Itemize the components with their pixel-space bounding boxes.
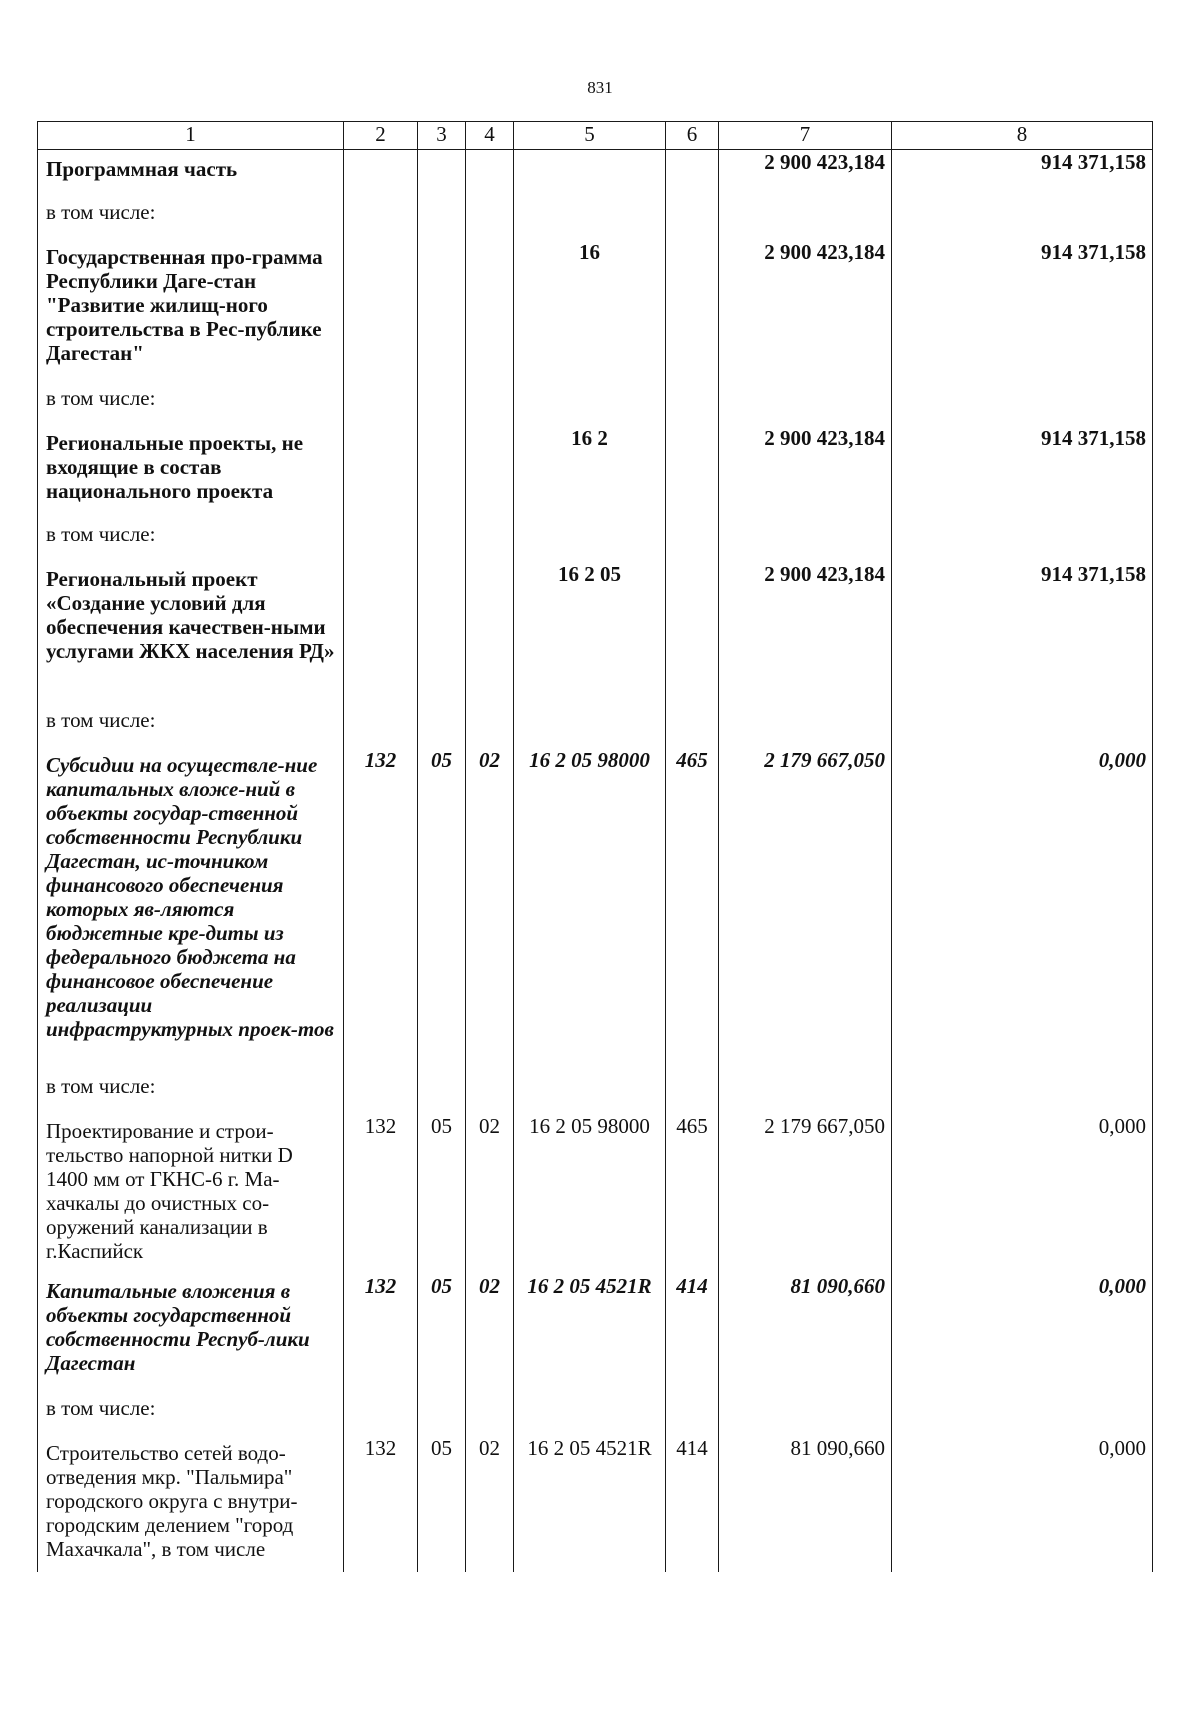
header-col-4: 4	[466, 122, 514, 150]
cell-col-3: 05	[418, 1114, 466, 1274]
cell-col-5: 16 2 05	[514, 562, 666, 702]
cell-col-5: 16 2 05 4521R	[514, 1436, 666, 1572]
row-name: в том числе:	[38, 516, 344, 562]
table-row	[38, 380, 1153, 426]
cell-col-2: 132	[344, 1274, 418, 1390]
table-row	[38, 1390, 1153, 1436]
cell-col-8: 914 371,158	[892, 562, 1153, 702]
cell-col-8: 914 371,158	[892, 426, 1153, 516]
header-col-7: 7	[719, 122, 892, 150]
cell-col-6	[666, 562, 719, 702]
cell-col-7: 81 090,660	[719, 1436, 892, 1572]
row-name: Региональный проект «Создание условий для обеспечения качествен-ными услугами ЖКХ населения РД»	[38, 562, 344, 702]
table-row	[38, 240, 1153, 380]
cell-col-5: 16	[514, 240, 666, 380]
cell-col-3	[418, 150, 466, 194]
cell-col-7: 2 900 423,184	[719, 426, 892, 516]
cell-col-4: 02	[466, 1274, 514, 1390]
cell-col-5	[514, 150, 666, 194]
cell-col-7: 2 900 423,184	[719, 240, 892, 380]
cell-col-3: 05	[418, 748, 466, 1068]
cell-col-5: 16 2 05 4521R	[514, 1274, 666, 1390]
header-col-2: 2	[344, 122, 418, 150]
table-row	[38, 1274, 1153, 1390]
cell-col-2	[344, 240, 418, 380]
row-name: Капитальные вложения в объекты государственной собственности Респуб-лики Дагестан	[38, 1274, 344, 1390]
cell-col-5: 16 2 05 98000	[514, 1114, 666, 1274]
cell-col-8: 0,000	[892, 748, 1153, 1068]
cell-col-8: 0,000	[892, 1436, 1153, 1572]
row-name: в том числе:	[38, 1068, 344, 1114]
cell-col-5: 16 2 05 98000	[514, 748, 666, 1068]
row-name: Региональные проекты, не входящие в состав национального проекта	[38, 426, 344, 516]
cell-col-4: 02	[466, 1436, 514, 1572]
budget-table	[37, 121, 1153, 1572]
cell-col-3	[418, 562, 466, 702]
cell-col-6: 465	[666, 748, 719, 1068]
table-row	[38, 562, 1153, 702]
cell-col-6	[666, 426, 719, 516]
table-row	[38, 702, 1153, 748]
cell-col-2: 132	[344, 748, 418, 1068]
table-row	[38, 516, 1153, 562]
row-name: Государственная про-грамма Республики Даге-стан "Развитие жилищ-ного строительства в Рес-публике Дагестан"	[38, 240, 344, 380]
header-col-6: 6	[666, 122, 719, 150]
table-row	[38, 748, 1153, 1068]
cell-col-7: 2 900 423,184	[719, 150, 892, 194]
header-col-5: 5	[514, 122, 666, 150]
cell-col-4	[466, 150, 514, 194]
cell-col-4: 02	[466, 1114, 514, 1274]
cell-col-3	[418, 426, 466, 516]
cell-col-7: 2 179 667,050	[719, 748, 892, 1068]
cell-col-6	[666, 240, 719, 380]
cell-col-7: 2 179 667,050	[719, 1114, 892, 1274]
row-name: в том числе:	[38, 1390, 344, 1436]
table-row	[38, 1068, 1153, 1114]
cell-col-8: 914 371,158	[892, 150, 1153, 194]
cell-col-4	[466, 426, 514, 516]
row-name: Субсидии на осуществле-ние капитальных вложе-ний в объекты государ-ственной собственности Республики Дагестан, ис-точником финансового обеспечения которых яв-ляются бюджетные кре-диты из федерального бюджета на финансовое обеспечение реализации инфраструктурных проек-тов	[38, 748, 344, 1068]
cell-col-8: 0,000	[892, 1274, 1153, 1390]
cell-col-3	[418, 240, 466, 380]
cell-col-4	[466, 562, 514, 702]
table-row	[38, 150, 1153, 194]
cell-col-8: 914 371,158	[892, 240, 1153, 380]
cell-col-2: 132	[344, 1436, 418, 1572]
page-number: 831	[587, 78, 613, 97]
header-col-1: 1	[38, 122, 344, 150]
table-row	[38, 194, 1153, 240]
cell-col-2: 132	[344, 1114, 418, 1274]
header-col-8: 8	[892, 122, 1153, 150]
row-name: в том числе:	[38, 194, 344, 240]
cell-col-8: 0,000	[892, 1114, 1153, 1274]
cell-col-2	[344, 426, 418, 516]
table-row	[38, 1436, 1153, 1572]
row-name: Строительство сетей водо-отведения мкр. "Пальмира" городского округа с внутри-городским делением "город Махачкала", в том числе	[38, 1436, 344, 1572]
cell-col-3: 05	[418, 1274, 466, 1390]
cell-col-6: 414	[666, 1436, 719, 1572]
cell-col-4: 02	[466, 748, 514, 1068]
cell-col-6: 465	[666, 1114, 719, 1274]
header-col-3: 3	[418, 122, 466, 150]
cell-col-2	[344, 562, 418, 702]
row-name: Программная часть	[38, 150, 344, 194]
row-name: Проектирование и строи-тельство напорной нитки D 1400 мм от ГКНС-6 г. Ма-хачкалы до очистных со-оружений канализации в г.Каспийск	[38, 1114, 344, 1274]
cell-col-6: 414	[666, 1274, 719, 1390]
cell-col-6	[666, 150, 719, 194]
cell-col-7: 2 900 423,184	[719, 562, 892, 702]
cell-col-2	[344, 150, 418, 194]
table-row	[38, 1114, 1153, 1274]
row-name: в том числе:	[38, 702, 344, 748]
cell-col-5: 16 2	[514, 426, 666, 516]
cell-col-3: 05	[418, 1436, 466, 1572]
row-name: в том числе:	[38, 380, 344, 426]
header-row	[38, 122, 1153, 150]
cell-col-7: 81 090,660	[719, 1274, 892, 1390]
table-row	[38, 426, 1153, 516]
cell-col-4	[466, 240, 514, 380]
